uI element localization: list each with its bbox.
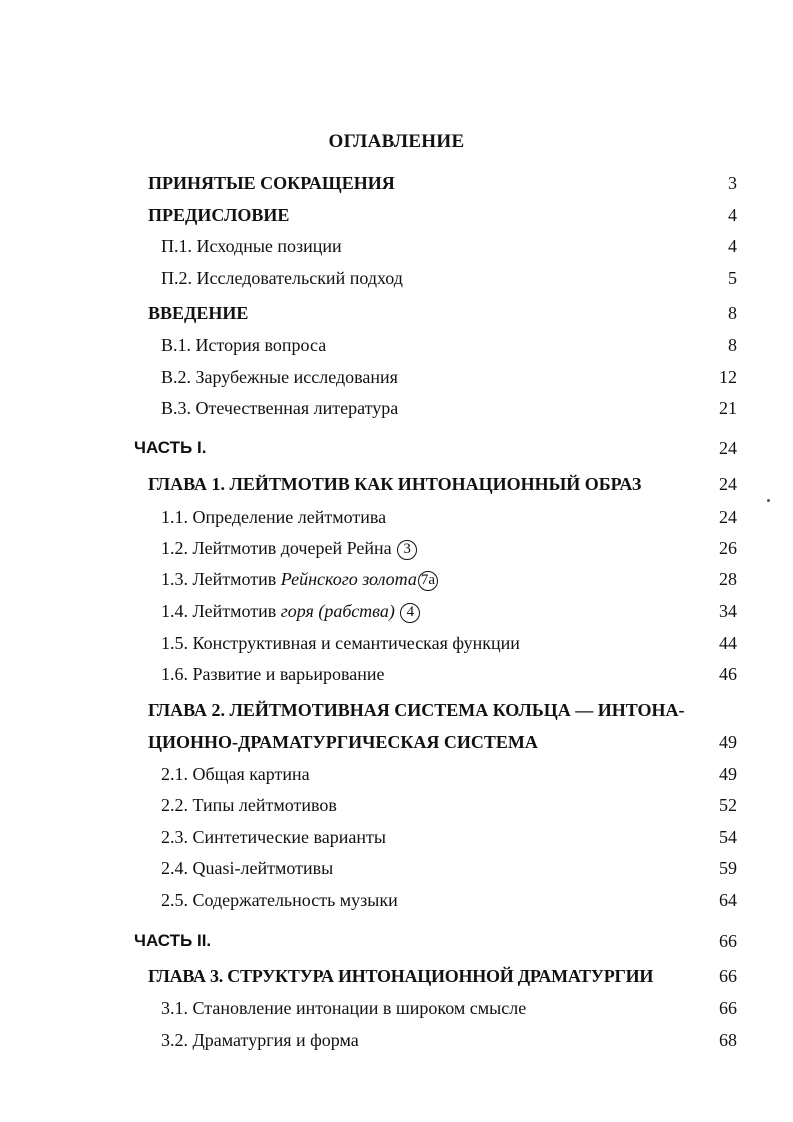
toc-entry-page: 46 (719, 664, 737, 684)
toc-entry-title: В.3. Отечественная литература (161, 398, 399, 418)
toc-entry-page: 12 (719, 367, 737, 387)
toc-entry-page: 66 (719, 931, 737, 951)
toc-entry-title: 1.2. Лейтмотив дочерей Рейна (161, 538, 392, 558)
toc-entry-title: В.2. Зарубежные исследования (161, 367, 398, 387)
toc-entry-page: 68 (719, 1030, 737, 1050)
toc-entry-page: 21 (719, 398, 737, 418)
toc-part-title: ЧАСТЬ I. (134, 438, 207, 457)
toc-entry-title: 1.5. Конструктивная и семантическая функции (161, 633, 520, 653)
toc-entry-page: 3 (728, 173, 737, 193)
toc-entry-page: 4 (728, 205, 737, 225)
toc-entry-page: 49 (719, 764, 737, 784)
leitmotif-number-marker: 3 (397, 540, 417, 560)
toc-entry-title: ГЛАВА 1. ЛЕЙТМОТИВ КАК ИНТОНАЦИОННЫЙ ОБРАЗ (148, 474, 642, 494)
toc-entry-title: 1.3. Лейтмотив (161, 569, 281, 589)
toc-entry-title: 3.1. Становление интонации в широком смысле (161, 998, 527, 1018)
toc-entry-title: П.1. Исходные позиции (161, 236, 342, 256)
toc-entry-page: 44 (719, 633, 737, 653)
toc-entry-page: 34 (719, 601, 737, 621)
toc-entry-page: 52 (719, 795, 737, 815)
toc-entry-page: 8 (728, 335, 737, 355)
toc-entry-page: 66 (719, 998, 737, 1018)
toc-entry-title-group (161, 536, 417, 560)
toc-entry-page: 24 (719, 474, 737, 494)
toc-entry-title: П.2. Исследовательский подход (161, 268, 403, 288)
toc-entry-italic: горя (рабства) (280, 601, 395, 621)
toc-entry-page: 49 (719, 732, 737, 752)
toc-entry-italic: Рейнского золота (280, 569, 417, 589)
page-title: ОГЛАВЛЕНИЕ (328, 131, 465, 152)
toc-entry-title: 1.4. Лейтмотив (161, 601, 281, 621)
toc-entry-title: 2.4. Quasi-лейтмотивы (161, 858, 334, 878)
toc-part-title: ЧАСТЬ II. (134, 931, 212, 950)
toc-entry-title: 2.5. Содержательность музыки (161, 890, 398, 910)
toc-entry-title-group (161, 599, 420, 623)
toc-entry-page: 64 (719, 890, 737, 910)
toc-entry-page: 24 (719, 507, 737, 527)
leitmotif-number-marker: 7a (418, 571, 438, 591)
toc-entry-title: 2.3. Синтетические варианты (161, 827, 386, 847)
toc-entry-title: ПРИНЯТЫЕ СОКРАЩЕНИЯ (148, 173, 395, 193)
toc-entry-title: ЦИОННО-ДРАМАТУРГИЧЕСКАЯ СИСТЕМА (148, 732, 538, 752)
toc-entry-title: ВВЕДЕНИЕ (148, 303, 249, 323)
toc-entry-title: 1.6. Развитие и варьирование (161, 664, 385, 684)
toc-entry-title: 2.1. Общая картина (161, 764, 310, 784)
toc-entry-page: 5 (728, 268, 737, 288)
toc-entry-title: ГЛАВА 3. СТРУКТУРА ИНТОНАЦИОННОЙ ДРАМАТУРГИИ (148, 966, 654, 986)
toc-entry-title: 1.1. Определение лейтмотива (161, 507, 387, 527)
toc-entry-title: В.1. История вопроса (161, 335, 327, 355)
toc-entry-title: 2.2. Типы лейтмотивов (161, 795, 337, 815)
toc-entry-page: 4 (728, 236, 737, 256)
toc-entry-title-group (161, 567, 438, 591)
toc-entry-title: ГЛАВА 2. ЛЕЙТМОТИВНАЯ СИСТЕМА КОЛЬЦА — ИНТОНА- (148, 700, 685, 720)
leitmotif-number-marker: 4 (400, 603, 420, 623)
toc-entry-page: 59 (719, 858, 737, 878)
toc-entry-page: 66 (719, 966, 737, 986)
toc-entry-page: 24 (719, 438, 737, 458)
toc-entry-page: 28 (719, 569, 737, 589)
scan-speck (767, 499, 770, 502)
toc-entry-title: 3.2. Драматургия и форма (161, 1030, 359, 1050)
toc-entry-page: 26 (719, 538, 737, 558)
toc-entry-page: 54 (719, 827, 737, 847)
toc-entry-page: 8 (728, 303, 737, 323)
toc-entry-title: ПРЕДИСЛОВИЕ (148, 205, 290, 225)
